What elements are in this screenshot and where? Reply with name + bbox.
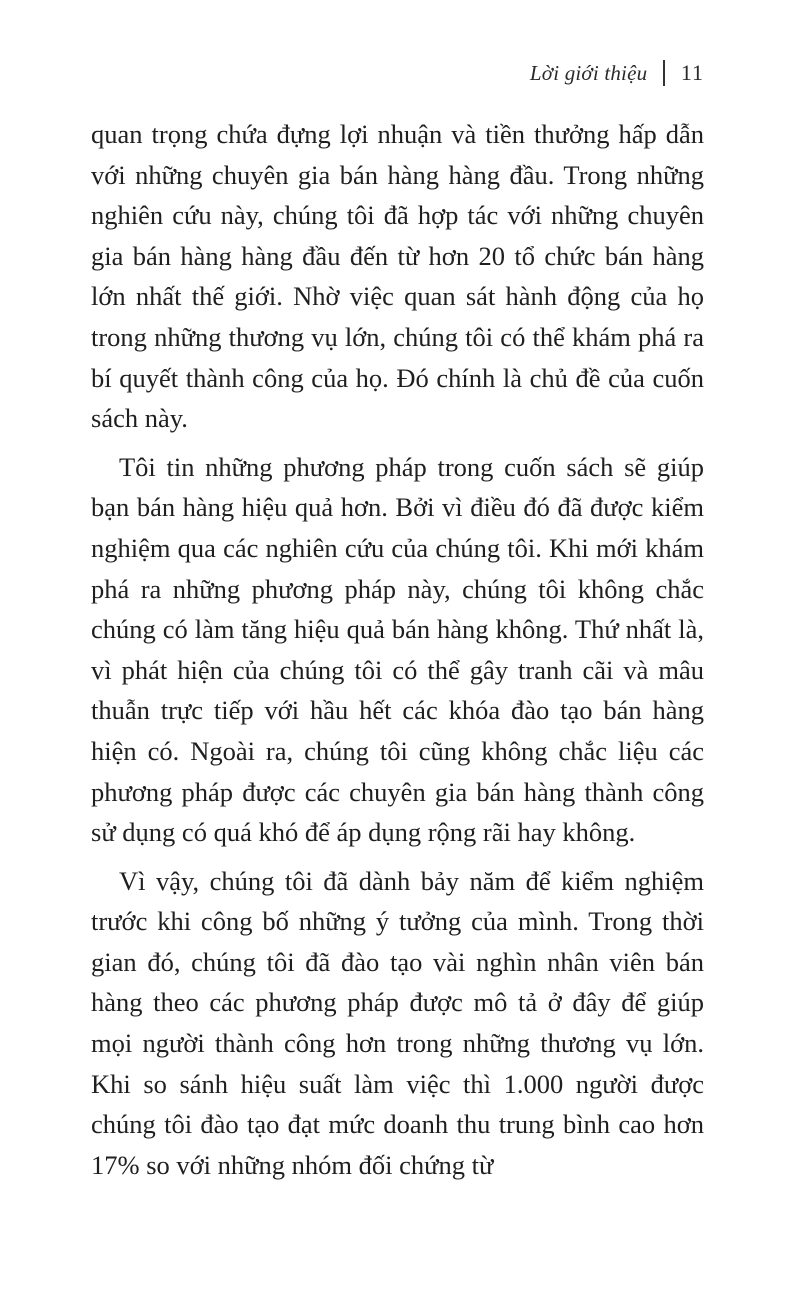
body-text: [91, 114, 704, 1185]
paragraph-2: Tôi tin những phương pháp trong cuốn sách sẽ giúp bạn bán hàng hiệu quả hơn. Bởi vì điều đó đã được kiểm nghiệm qua các nghiên cứu của chúng tôi. Khi mới khám phá ra những phương pháp này, chúng tôi không chắc chúng có làm tăng hiệu quả bán hàng không. Thứ nhất là, vì phát hiện của chúng tôi có thể gây tranh cãi và mâu thuẫn trực tiếp với hầu hết các khóa đào tạo bán hàng hiện có. Ngoài ra, chúng tôi cũng không chắc liệu các phương pháp được các chuyên gia bán hàng thành công sử dụng có quá khó để áp dụng rộng rãi hay không.: [91, 451, 704, 848]
paragraph-1: quan trọng chứa đựng lợi nhuận và tiền thưởng hấp dẫn với những chuyên gia bán hàng hàng đầu. Trong những nghiên cứu này, chúng tôi đã hợp tác với những chuyên gia bán hàng hàng đầu đến từ hơn 20 tổ chức bán hàng lớn nhất thế giới. Nhờ việc quan sát hành động của họ trong những thương vụ lớn, chúng tôi có thể khám phá ra bí quyết thành công của họ. Đó chính là chủ đề của cuốn sách này.: [91, 119, 704, 434]
chapter-title: Lời giới thiệu: [529, 60, 648, 85]
running-header: [530, 60, 704, 86]
paragraph-3: Vì vậy, chúng tôi đã dành bảy năm để kiểm nghiệm trước khi công bố những ý tưởng của mình. Trong thời gian đó, chúng tôi đã đào tạo vài nghìn nhân viên bán hàng theo các phương pháp được mô tả ở đây để giúp mọi người thành công hơn trong những thương vụ lớn. Khi so sánh hiệu suất làm việc thì 1.000 người được chúng tôi đào tạo đạt mức doanh thu trung bình cao hơn 17% so với những nhóm đối chứng từ: [91, 865, 704, 1180]
header-divider: [663, 60, 665, 86]
page-number: 11: [680, 60, 704, 85]
